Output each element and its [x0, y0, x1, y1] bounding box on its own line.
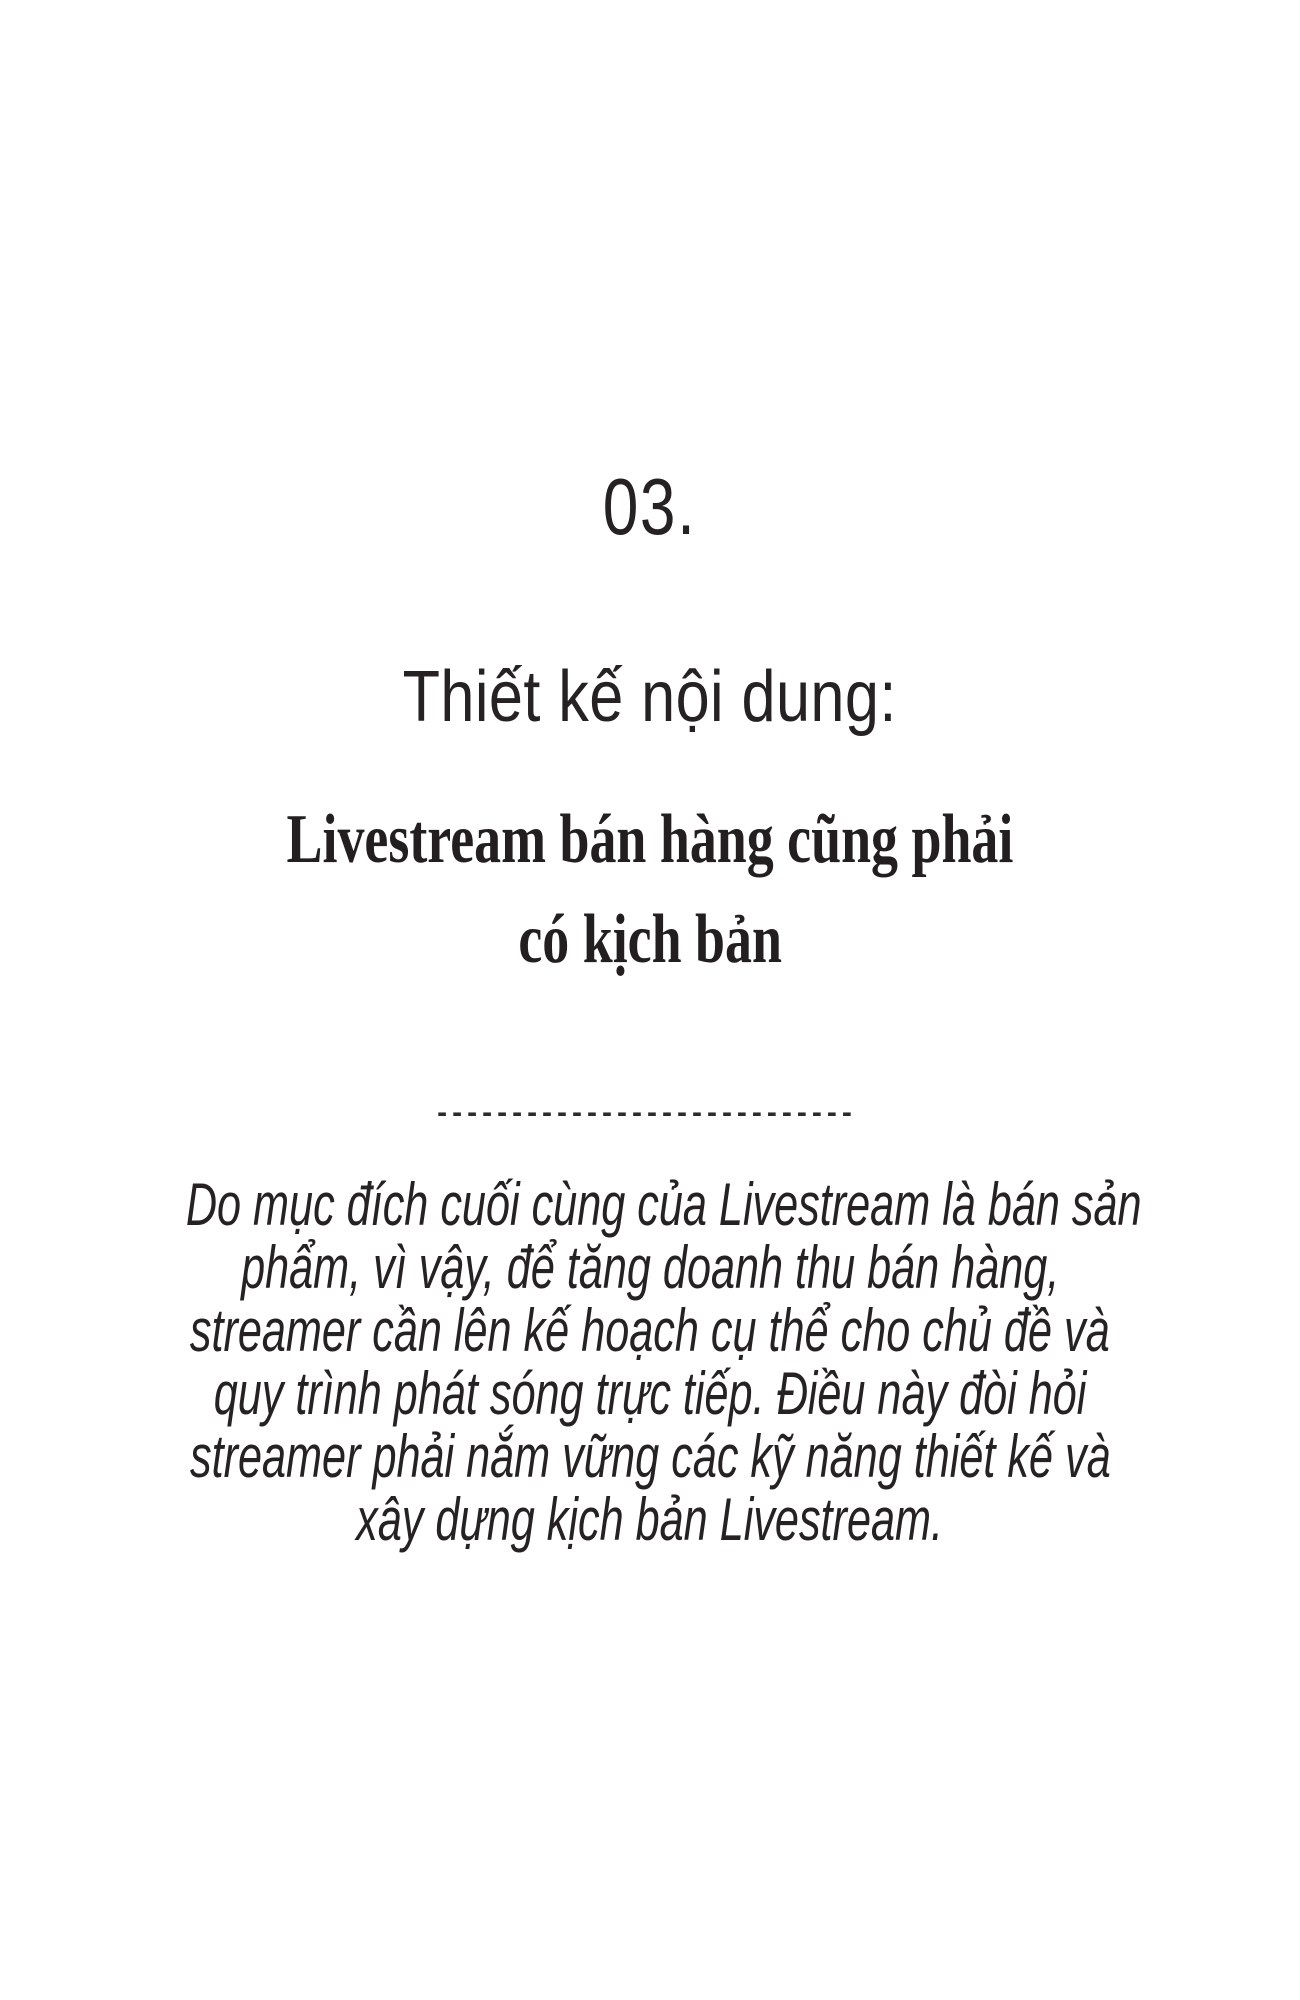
body-line-text: streamer cần lên kế hoạch cụ thể cho chủ đề và — [190, 1297, 1110, 1364]
body-paragraph — [0, 1173, 1300, 1551]
chapter-title-text: Thiết kế nội dung: — [402, 657, 898, 737]
dashed-divider: ---------------------------- — [437, 1096, 857, 1129]
body-line — [0, 1236, 1300, 1299]
chapter-number — [0, 462, 1300, 551]
body-line-text: quy trình phát sóng trực tiếp. Điều này đòi hỏi — [213, 1360, 1087, 1427]
body-line-text: xây dựng kịch bản Livestream. — [356, 1486, 944, 1553]
body-line-text: phẩm, vì vậy, để tăng doanh thu bán hàng, — [240, 1234, 1060, 1301]
body-line — [0, 1362, 1300, 1425]
chapter-title — [0, 657, 1300, 737]
handwritten-title-line2 — [0, 890, 1300, 990]
handwritten-title-line2-text: có kịch bản — [518, 901, 782, 978]
body-line-text: streamer phải nắm vững các kỹ năng thiết kế và — [189, 1423, 1111, 1490]
chapter-number-text: 03. — [603, 462, 697, 551]
body-line — [0, 1173, 1300, 1236]
body-line — [0, 1488, 1300, 1551]
body-line — [0, 1425, 1300, 1488]
handwritten-title-line1-text: Livestream bán hàng cũng phải — [286, 801, 1014, 878]
body-line-text: Do mục đích cuối cùng của Livestream là bán sản — [185, 1171, 1142, 1238]
handwritten-title-line1 — [0, 790, 1300, 890]
body-line — [0, 1299, 1300, 1362]
